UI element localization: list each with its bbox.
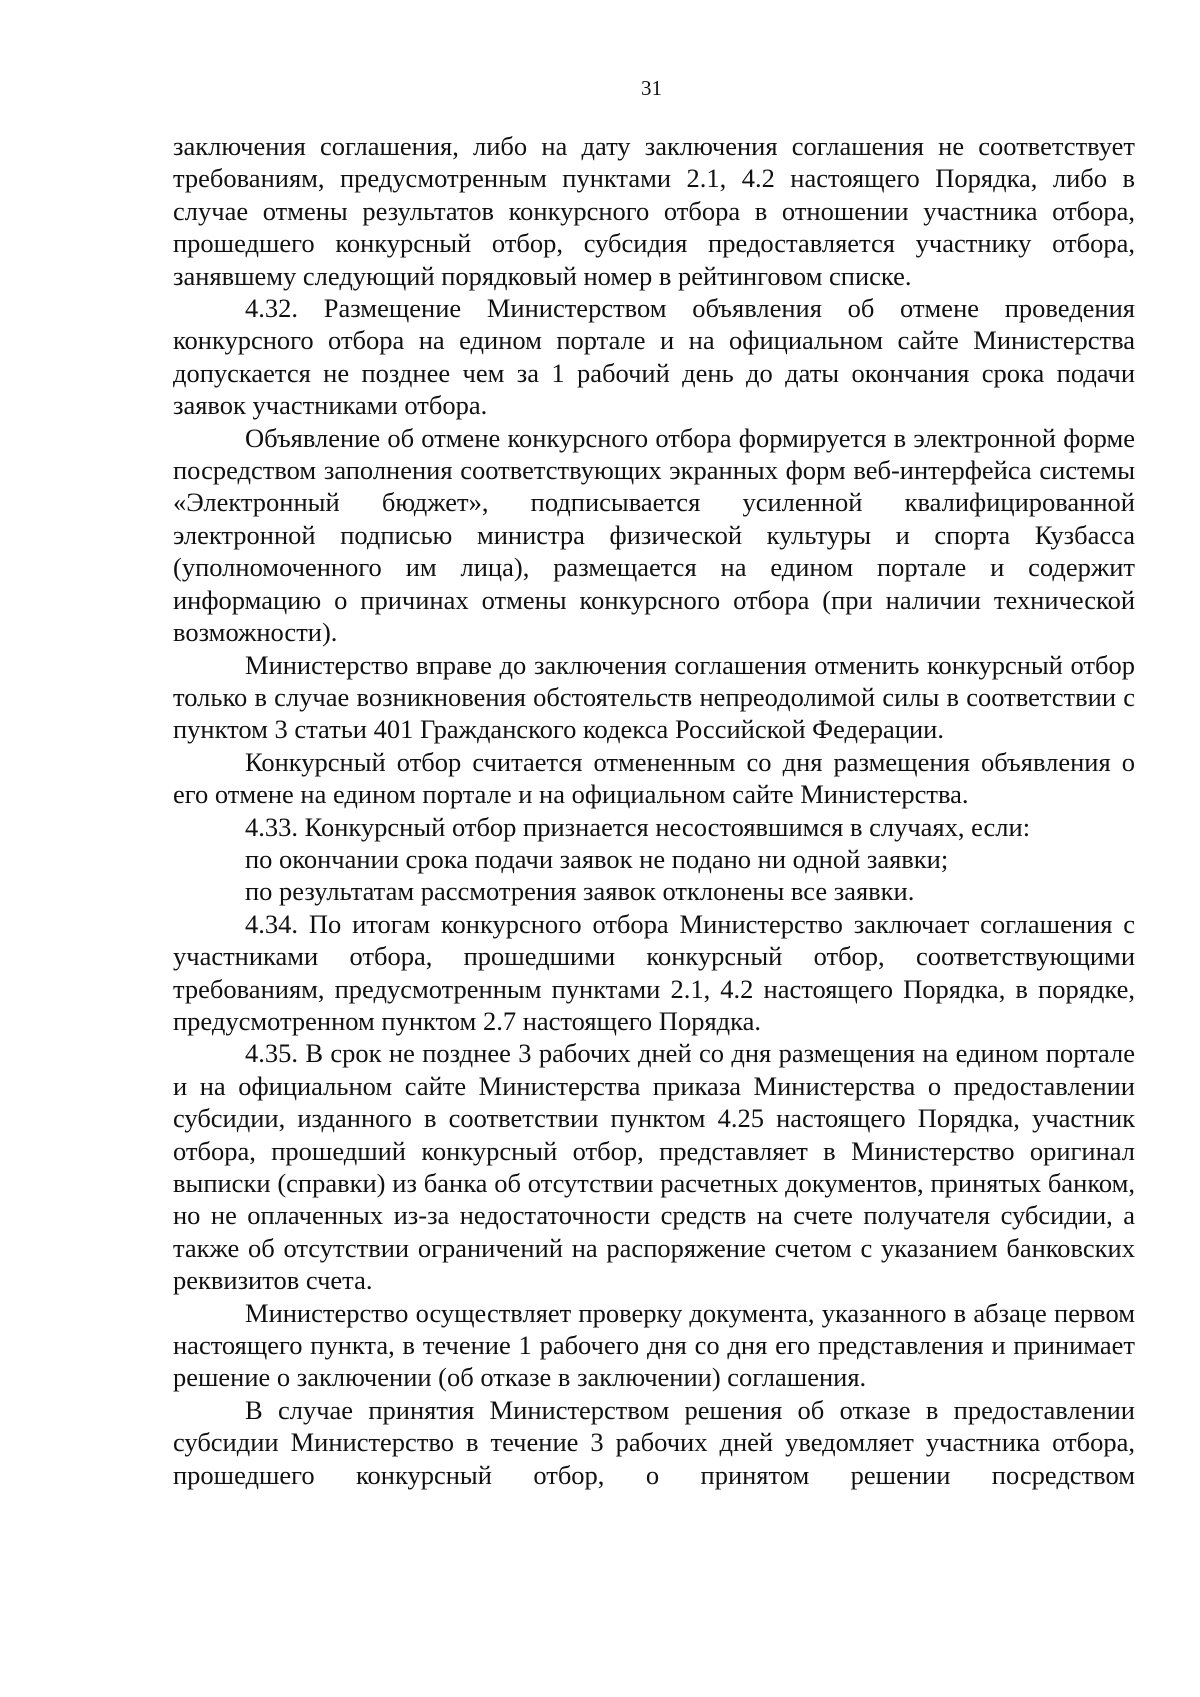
paragraph-all-rejected: по результатам рассмотрения заявок отклонены все заявки.	[245, 876, 915, 907]
paragraph-4-34: 4.34. По итогам конкурсного отбора Министерство заключает соглашения с участниками отбора, прошедшими конкурсный отбор, соответствующими требованиям, предусмотренным пунктами 2.1, 4.2 настоящего Порядка, в порядке, предусмотренном пунктом 2.7 настоящего Порядка.	[173, 908, 1135, 1036]
paragraph-no-applications: по окончании срока подачи заявок не подано ни одной заявки;	[245, 843, 949, 874]
paragraph-4-33: 4.33. Конкурсный отбор признается несостоявшимся в случаях, если:	[245, 811, 1031, 842]
paragraph-cancellation-notice: Объявление об отмене конкурсного отбора формируется в электронной форме посредством заполнения соответствующих экранных форм веб-интерфейса системы «Электронный бюджет», подписывается усиленной квалифицированной электронной подписью министра физической культуры и спорта Кузбасса (уполномоченного им лица), размещается на едином портале и содержит информацию о причинах отмены конкурсного отбора (при наличии технической возможности).	[173, 422, 1135, 648]
paragraph-4-35: 4.35. В срок не позднее 3 рабочих дней со дня размещения на едином портале и на официальном сайте Министерства приказа Министерства о предоставлении субсидии, изданного в соответствии пунктом 4.25 настоящего Порядка, участник отбора, прошедший конкурсный отбор, представляет в Министерство оригинал выписки (справки) из банка об отсутствии расчетных документов, принятых банком, но не оплаченных из-за недостаточности средств на счете получателя субсидии, а также об отсутствии ограничений на распоряжение счетом с указанием банковских реквизитов счета.	[173, 1038, 1135, 1296]
document-body	[173, 130, 1135, 1491]
paragraph-4-32: 4.32. Размещение Министерством объявления об отмене проведения конкурсного отбора на едином портале и на официальном сайте Министерства допускается не позднее чем за 1 рабочий день до даты окончания срока подачи заявок участниками отбора.	[173, 293, 1135, 421]
paragraph-refusal-notice: В случае принятия Министерством решения об отказе в предоставлении субсидии Министерство в течение 3 рабочих дней уведомляет участника отбора, прошедшего конкурсный отбор, о принятом решении посредством	[173, 1394, 1135, 1490]
paragraph-cancelled-date: Конкурсный отбор считается отмененным со дня размещения объявления о его отмене на едином портале и на официальном сайте Министерства.	[173, 746, 1135, 810]
page-number: 31	[641, 76, 662, 100]
paragraph-document-check: Министерство осуществляет проверку документа, указанного в абзаце первом настоящего пункта, в течение 1 рабочего дня со дня его представления и принимает решение о заключении (об отказе в заключении) соглашения.	[173, 1297, 1135, 1393]
paragraph-continuation: заключения соглашения, либо на дату заключения соглашения не соответствует требованиям, предусмотренным пунктами 2.1, 4.2 настоящего Порядка, либо в случае отмены результатов конкурсного отбора в отношении участника отбора, прошедшего конкурсный отбор, субсидия предоставляется участнику отбора, занявшему следующий порядковый номер в рейтинговом списке.	[173, 131, 1135, 291]
paragraph-force-majeure: Министерство вправе до заключения соглашения отменить конкурсный отбор только в случае возникновения обстоятельств непреодолимой силы в соответствии с пунктом 3 статьи 401 Гражданского кодекса Российской Федерации.	[173, 649, 1135, 745]
